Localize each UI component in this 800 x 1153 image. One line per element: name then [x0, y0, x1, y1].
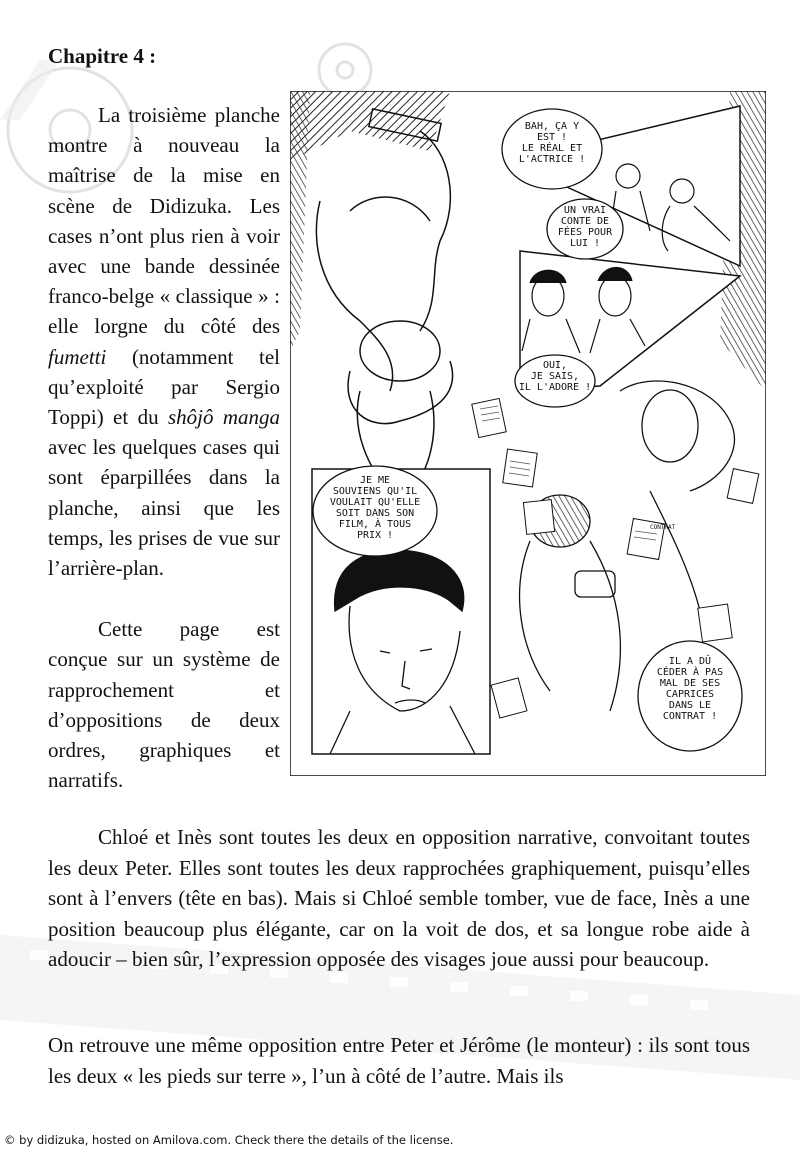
bubble-line: LE RÉAL ET	[521, 143, 583, 154]
bubble-line: IL A DÛ	[668, 656, 712, 667]
bubble-line: CONTRAT !	[662, 711, 718, 722]
paragraph-intro: La troisième planche montre à nouveau la maîtrise de la mise en scène de Didizuka. Les cases n’ont plus rien à voir avec une bande dessinée franco-belge « classique » : elle lorgne du côté des fumetti (notamment tel qu’exploité par Sergio Toppi) et du shôjô manga avec les quelques cases qui sont éparpillées dans la planche, ainsi que les temps, les prises de vue sur l’arrière-plan.	[48, 103, 281, 581]
chapter-title: Chapitre 4 :	[48, 44, 157, 68]
left-column-text	[48, 100, 280, 795]
bubble-line: DANS LE	[668, 700, 712, 711]
paragraph-chloe-ines: Chloé et Inès sont toutes les deux en opposition narrative, convoitant toutes les deux Peter. Elles sont toutes les deux rapprochées graphiquement, puisqu’elles sont à l’envers (tête en bas). Mais si Chloé semble tomber, vue de face, Inès a une position beaucoup plus élégante, car on la voit de dos, et sa longue robe aide à adoucir – bien sûr, l’expression opposée des visages joue aussi pour beaucoup.	[48, 825, 750, 971]
speech-bubble-3	[515, 355, 595, 407]
bubble-line: L'ACTRICE !	[518, 154, 586, 165]
paragraph-peter-jerome: On retrouve une même opposition entre Peter et Jérôme (le monteur) : ils sont tous les deux « les pieds sur terre », l’un à côté de l’autre. Mais ils	[48, 1033, 750, 1088]
bubble-line: UN VRAI	[563, 205, 607, 216]
speech-bubble-1	[502, 109, 602, 189]
bubble-line: CAPRICES	[665, 689, 715, 700]
bubble-line: FÉES POUR	[557, 227, 613, 238]
bubble-line: CÉDER À PAS	[656, 667, 724, 678]
bubble-line: PRIX !	[356, 530, 394, 541]
bubble-line: OUI,	[542, 360, 568, 371]
bubble-line: CONTE DE	[560, 216, 610, 227]
contract-label: CONTRAT	[650, 524, 676, 531]
bubble-line: IL L'ADORE !	[518, 382, 592, 393]
bubble-line: EST !	[536, 132, 568, 143]
paragraph-system: Cette page est conçue sur un système de rapprochement et d’oppositions de deux ordres, graphiques et narratifs.	[48, 617, 280, 793]
bubble-line: SOIT DANS SON	[335, 508, 415, 519]
svg-text:BAH, ÇA YEST !LE RÉAL ETL'ACTR	[519, 121, 585, 165]
bubble-line: JE SAIS,	[530, 371, 580, 382]
bubble-line: LUI !	[569, 238, 601, 249]
bubble-line: VOULAIT QU'ELLE	[329, 497, 421, 508]
license-footer: © by didizuka, hosted on Amilova.com. Check there the details of the license.	[4, 1133, 454, 1147]
speech-bubble-2	[547, 199, 623, 259]
bubble-line: FILM, À TOUS	[338, 519, 412, 530]
speech-bubble-4	[313, 466, 437, 556]
speech-bubble-5	[638, 641, 742, 751]
bubble-line: MAL DE SES	[659, 678, 721, 689]
bubble-line: BAH, ÇA Y	[524, 121, 580, 132]
manga-page-illustration	[290, 91, 766, 776]
bubble-line: SOUVIENS QU'IL	[332, 486, 418, 497]
bubble-line: JE ME	[359, 475, 391, 486]
